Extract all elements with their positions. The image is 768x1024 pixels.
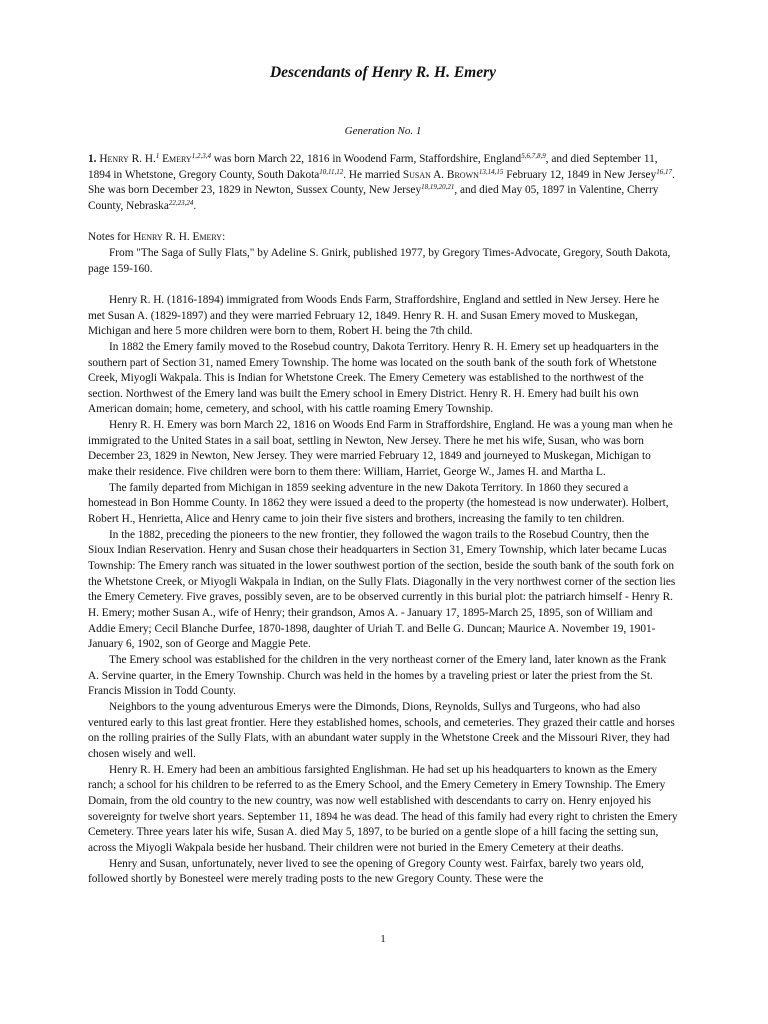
notes-heading-prefix: Notes for <box>88 231 134 244</box>
generation-heading: Generation No. 1 <box>344 125 422 137</box>
entry-text: . He married <box>343 168 403 181</box>
notes-heading-name: Henry R. H. Emery <box>133 231 223 244</box>
note-paragraph: Henry R. H. (1816-1894) immigrated from Woods Ends Farm, Straffordshire, England and settled in New Jersey. Here he met Susan A. (1829-1897) and they were married February 12, 1849. Henry R. H. and Susan Emery moved to Muskegan, Michigan and here 5 more children were born to them, Robert H. being the 7th child. <box>88 293 660 338</box>
entry-text: was born March 22, 1816 in Woodend Farm, Staffordshire, England <box>210 153 522 165</box>
note-paragraph: Neighbors to the young adventurous Emerys were the Dimonds, Dions, Reynolds, Sullys and Turgeons, who had also ventured early to this last great frontier. Here they established homes, schools, and cemeteries. They grazed their cattle and horses on the rolling prairies of the Sully Flats, with an abundant water supply in the Whetstone Creek and the Missouri River, they had chosen wisely and well. <box>88 700 675 760</box>
notes-heading <box>88 230 678 246</box>
entry-number: 1. <box>88 153 97 165</box>
spouse-first-name: Susan A. <box>402 168 445 181</box>
citation-sup: 5,6,7,8,9 <box>521 152 546 160</box>
generation-superscript: 1 <box>155 152 160 160</box>
note-paragraph: In 1882 the Emery family moved to the Rosebud country, Dakota Territory. Henry R. H. Emery set up headquarters in the southern part of Section 31, named Emery Township. The home was located on the south bank of the south fork of Whetstone Creek, Miyogli Wakpala. This is Indian for Whetstone Creek. The Emery Cemetery was established to the northwest of the section. Northwest of the Emery land was built the Emery school in Emery District. Henry R. H. Emery had built his own American domain; home, cemetery, and school, with his cattle roaming Emery Township. <box>88 340 659 416</box>
note-paragraph: Henry and Susan, unfortunately, never lived to see the opening of Gregory County west. Fairfax, barely two years old, followed shortly by Bonesteel were merely trading posts to the new Gregory County. These were the <box>88 857 644 886</box>
entry-paragraph <box>88 152 678 215</box>
citation-sup: 16,17 <box>656 167 672 176</box>
entry-text: . <box>193 199 197 212</box>
page-number: 1 <box>380 933 386 945</box>
entry-text: . She was born December 23, 1829 in Newton, Sussex County, New Jersey <box>88 168 675 197</box>
note-paragraph: The family departed from Michigan in 1859 seeking adventure in the new Dakota Territory. In 1860 they secured a homestead in Bon Homme County. In 1862 they were issued a deed to the property (the homestead is now underwater). Holbert, Robert H., Henrietta, Alice and Henry came to join their five sisters and brothers, increasing the family to ten children. <box>88 481 669 526</box>
note-paragraph: In the 1882, preceding the pioneers to the new frontier, they followed the wagon trails to the Rosebud Country, then the Sioux Indian Reservation. Henry and Susan chose their headquarters in Section 31, Emery Township, which later became Lucas Township: The Emery ranch was situated in the lower southwest portion of the section, beside the south bank of the south fork on the Whetstone Creek, or Miyogli Wakpala in Indian, on the Sully Flats. Diagonally in the very northwest corner of the section lies the Emery Cemetery. Five graves, possibly seven, are to be observed currently in this burial plot: the patriarch himself - Henry R. H. Emery; mother Susan A., wife of Henry; their grandson, Amos A. - January 17, 1895-March 25, 1895, son of William and Addie Emery; Cecil Blanche Durfee, 1870-1898, daughter of Uriah T. and Belle G. Duncan; Maurice A. November 19, 1901-January 6, 1902, son of George and Maggie Pete. <box>88 528 676 651</box>
citation-sup: 13,14,15 <box>478 167 504 176</box>
document-body <box>88 152 678 888</box>
person-name: Henry R. H. <box>99 153 156 165</box>
spacer <box>88 277 678 293</box>
citation-sup: 18,19,20,21 <box>421 183 455 192</box>
note-paragraph: Henry R. H. Emery had been an ambitious farsighted Englishman. He had set up his headquarters to known as the Emery ranch; a school for his children to be referred to as the Emery School, and the Emery Cemetery in Emery Township. The Emery Domain, from the old country to the new country, was now well established with descendants to carry on. Henry enjoyed his sovereignty for twelve short years. September 11, 1894 he was dead. The head of this family had every right to christen the Emery Cemetery. Three years later his wife, Susan A. died May 5, 1897, to be buried on a gentle slope of a hill facing the setting sun, across the Miyogli Wakpala beside her husband. Their children were not buried in the Emery Cemetery at their deaths. <box>88 763 678 854</box>
citation-sup: 10,11,12 <box>319 167 344 176</box>
notes-heading-suffix: : <box>222 231 226 244</box>
notes-source: From "The Saga of Sully Flats," by Adeline S. Gnirk, published 1977, by Gregory Times-Advocate, Gregory, South Dakota, page 159-160. <box>88 246 671 275</box>
citation-sup: 1,2,3,4 <box>191 152 211 160</box>
note-paragraph: Henry R. H. Emery was born March 22, 1816 on Woods End Farm in Straffordshire, England. He was a young man when he immigrated to the United States in a sail boat, settling in Newton, New Jersey. There he met his wife, Susan, who was born December 23, 1829 in Newton, New Jersey. They were married February 12, 1849 and journeyed to Muskegan, Michigan to make their residence. Five children were born to them there: William, Harriet, George W., James H. and Martha L. <box>88 419 673 479</box>
page-title: Descendants of Henry R. H. Emery <box>269 64 497 81</box>
note-paragraph: The Emery school was established for the children in the very northeast corner of the Emery land, later known as the Frank A. Servine quarter, in the Emery Township. Church was held in the homes by a traveling priest or later the priest from the St. Francis Mission in Todd County. <box>88 653 667 698</box>
person-surname: Emery <box>162 153 192 165</box>
citation-sup: 22,23,24 <box>168 198 194 207</box>
entry-text: , and died September 11, 1894 in Whetstone, Gregory County, South Dakota <box>88 153 658 181</box>
spouse-surname: Brown <box>446 168 479 181</box>
spacer <box>88 215 678 231</box>
entry-text: , and died May 05, 1897 in Valentine, Cherry County, Nebraska <box>88 184 659 212</box>
entry-text: February 12, 1849 in New Jersey <box>503 168 657 181</box>
